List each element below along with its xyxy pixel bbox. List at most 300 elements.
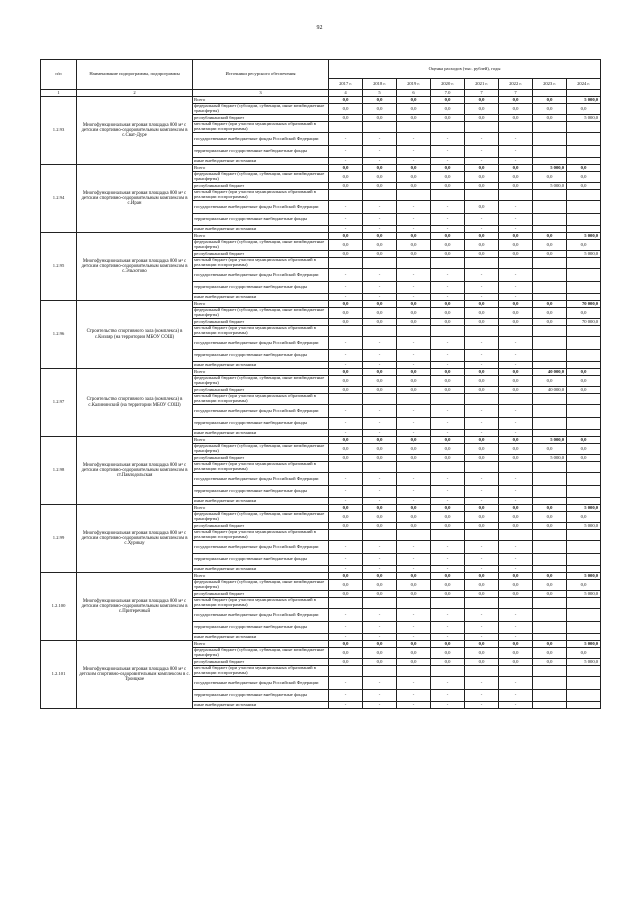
- value-cell: [567, 566, 601, 573]
- source-label: федеральный бюджет (субсидии, субвенции, иные межбюджетные трансферты): [193, 648, 329, 659]
- value-cell: 0,0: [499, 104, 533, 115]
- item-name: Многофункциональная игровая площадка 800 м² с детским спортивно-оздоровительным комплексом в с.Иран: [77, 165, 193, 233]
- value-cell: 0,0: [499, 437, 533, 444]
- value-cell: 5 000,0: [567, 573, 601, 580]
- value-cell: 0,0: [397, 251, 431, 258]
- value-cell: -: [499, 282, 533, 294]
- value-cell: -: [499, 498, 533, 505]
- value-cell: -: [397, 541, 431, 554]
- value-cell: 0,0: [329, 240, 363, 251]
- value-cell: 5 000,0: [567, 641, 601, 648]
- value-cell: 0,0: [533, 641, 567, 648]
- column-index: [533, 90, 567, 97]
- value-cell: -: [465, 133, 499, 146]
- value-cell: -: [431, 405, 465, 418]
- source-label: иные внебюджетные источники: [193, 566, 329, 573]
- value-cell: [533, 214, 567, 226]
- value-cell: 0,0: [363, 659, 397, 666]
- value-cell: 0,0: [397, 580, 431, 591]
- value-cell: -: [431, 690, 465, 702]
- source-label: федеральный бюджет (субсидии, субвенции, иные межбюджетные трансферты): [193, 104, 329, 115]
- value-cell: 5 000,0: [567, 659, 601, 666]
- value-cell: 0,0: [329, 97, 363, 104]
- value-cell: [499, 258, 533, 269]
- value-cell: 0,0: [397, 115, 431, 122]
- value-cell: [533, 337, 567, 350]
- value-cell: 0,0: [431, 523, 465, 530]
- value-cell: 0,0: [397, 648, 431, 659]
- value-cell: -: [499, 201, 533, 214]
- value-cell: [397, 190, 431, 201]
- value-cell: 0,0: [363, 183, 397, 190]
- value-cell: 0,0: [363, 444, 397, 455]
- item-number: 1.2.99: [41, 505, 77, 573]
- value-cell: 0,0: [499, 376, 533, 387]
- value-cell: 0,0: [465, 376, 499, 387]
- item-name: Многофункциональная игровая площадка 800 м² с детским спортивно-оздоровительным комплексом в с.Эльхотово: [77, 233, 193, 301]
- source-label: федеральный бюджет (субсидии, субвенции, иные межбюджетные трансферты): [193, 444, 329, 455]
- value-cell: -: [329, 541, 363, 554]
- value-cell: 0,0: [499, 97, 533, 104]
- value-cell: [431, 190, 465, 201]
- value-cell: -: [329, 473, 363, 486]
- value-cell: -: [465, 702, 499, 709]
- value-cell: 0,0: [329, 523, 363, 530]
- value-cell: 0,0: [567, 172, 601, 183]
- value-cell: -: [397, 554, 431, 566]
- value-cell: 0,0: [397, 505, 431, 512]
- value-cell: -: [465, 226, 499, 233]
- value-cell: 0,0: [465, 233, 499, 240]
- value-cell: -: [465, 337, 499, 350]
- value-cell: -: [431, 486, 465, 498]
- value-cell: -: [499, 554, 533, 566]
- value-cell: [567, 133, 601, 146]
- value-cell: -: [397, 350, 431, 362]
- value-cell: 0,0: [465, 437, 499, 444]
- value-cell: [329, 530, 363, 541]
- value-cell: [567, 269, 601, 282]
- value-cell: [533, 294, 567, 301]
- value-cell: [567, 462, 601, 473]
- value-cell: 0,0: [567, 512, 601, 523]
- source-label: республиканский бюджет: [193, 319, 329, 326]
- value-cell: [567, 554, 601, 566]
- source-label: территориальные государственные внебюджетные фонды: [193, 350, 329, 362]
- value-cell: 0,0: [431, 376, 465, 387]
- source-label: территориальные государственные внебюджетные фонды: [193, 690, 329, 702]
- value-cell: 0,0: [533, 308, 567, 319]
- value-cell: [431, 530, 465, 541]
- value-cell: [533, 554, 567, 566]
- value-cell: 0,0: [431, 573, 465, 580]
- value-cell: -: [465, 362, 499, 369]
- value-cell: 0,0: [431, 505, 465, 512]
- source-label: республиканский бюджет: [193, 251, 329, 258]
- header-col-num: п/п: [41, 60, 77, 90]
- value-cell: [397, 666, 431, 677]
- value-cell: 0,0: [397, 641, 431, 648]
- value-cell: 0,0: [499, 512, 533, 523]
- header-year: 2022 г.: [499, 79, 533, 90]
- value-cell: 0,0: [329, 641, 363, 648]
- value-cell: -: [363, 362, 397, 369]
- value-cell: 0,0: [533, 512, 567, 523]
- value-cell: [363, 462, 397, 473]
- value-cell: -: [397, 498, 431, 505]
- value-cell: -: [431, 282, 465, 294]
- value-cell: 0,0: [397, 233, 431, 240]
- value-cell: [363, 394, 397, 405]
- value-cell: 0,0: [431, 233, 465, 240]
- value-cell: [533, 598, 567, 609]
- value-cell: 0,0: [465, 165, 499, 172]
- value-cell: [567, 190, 601, 201]
- value-cell: 0,0: [329, 376, 363, 387]
- value-cell: -: [363, 282, 397, 294]
- source-label: государственные внебюджетные фонды Российской Федерации: [193, 677, 329, 690]
- value-cell: [567, 473, 601, 486]
- value-cell: 0,0: [363, 512, 397, 523]
- value-cell: [329, 394, 363, 405]
- source-label: государственные внебюджетные фонды Российской Федерации: [193, 133, 329, 146]
- source-label: территориальные государственные внебюджетные фонды: [193, 622, 329, 634]
- value-cell: 0,0: [533, 233, 567, 240]
- value-cell: [533, 541, 567, 554]
- value-cell: 0,0: [397, 369, 431, 376]
- value-cell: 5 000,0: [567, 505, 601, 512]
- value-cell: -: [465, 350, 499, 362]
- value-cell: [533, 498, 567, 505]
- value-cell: -: [397, 133, 431, 146]
- value-cell: 0,0: [533, 115, 567, 122]
- source-label: Всего: [193, 97, 329, 104]
- value-cell: 0,0: [465, 201, 499, 214]
- value-cell: 0,0: [533, 505, 567, 512]
- value-cell: 0,0: [499, 308, 533, 319]
- source-label: территориальные государственные внебюджетные фонды: [193, 282, 329, 294]
- value-cell: 5 000,0: [567, 591, 601, 598]
- value-cell: 0,0: [533, 301, 567, 308]
- value-cell: [567, 418, 601, 430]
- value-cell: 0,0: [397, 319, 431, 326]
- table-row: [41, 97, 601, 104]
- value-cell: 70 000,0: [567, 301, 601, 308]
- value-cell: 0,0: [499, 444, 533, 455]
- value-cell: 0,0: [465, 369, 499, 376]
- value-cell: -: [397, 282, 431, 294]
- value-cell: 5 000,0: [567, 115, 601, 122]
- value-cell: -: [431, 418, 465, 430]
- value-cell: 0,0: [533, 573, 567, 580]
- value-cell: 0,0: [363, 240, 397, 251]
- value-cell: -: [397, 201, 431, 214]
- value-cell: -: [465, 541, 499, 554]
- column-index: 7: [499, 90, 533, 97]
- value-cell: -: [397, 566, 431, 573]
- value-cell: 0,0: [431, 301, 465, 308]
- value-cell: [431, 326, 465, 337]
- value-cell: -: [431, 133, 465, 146]
- source-label: Всего: [193, 437, 329, 444]
- value-cell: 0,0: [329, 233, 363, 240]
- value-cell: [431, 666, 465, 677]
- value-cell: 0,0: [363, 172, 397, 183]
- value-cell: -: [465, 473, 499, 486]
- value-cell: -: [465, 418, 499, 430]
- value-cell: -: [499, 362, 533, 369]
- value-cell: [533, 146, 567, 158]
- value-cell: 0,0: [397, 183, 431, 190]
- value-cell: -: [329, 294, 363, 301]
- value-cell: -: [363, 554, 397, 566]
- value-cell: [499, 666, 533, 677]
- value-cell: -: [499, 214, 533, 226]
- value-cell: [397, 462, 431, 473]
- value-cell: -: [499, 158, 533, 165]
- value-cell: 0,0: [499, 505, 533, 512]
- value-cell: -: [363, 158, 397, 165]
- value-cell: [567, 282, 601, 294]
- value-cell: [533, 622, 567, 634]
- value-cell: 0,0: [363, 369, 397, 376]
- value-cell: 0,0: [533, 104, 567, 115]
- source-label: территориальные государственные внебюджетные фонды: [193, 214, 329, 226]
- column-index: 4: [329, 90, 363, 97]
- source-label: Всего: [193, 301, 329, 308]
- value-cell: -: [397, 214, 431, 226]
- value-cell: 0,0: [431, 641, 465, 648]
- source-label: республиканский бюджет: [193, 591, 329, 598]
- value-cell: 0,0: [567, 648, 601, 659]
- value-cell: 0,0: [397, 512, 431, 523]
- value-cell: -: [499, 226, 533, 233]
- value-cell: -: [329, 418, 363, 430]
- value-cell: [567, 350, 601, 362]
- item-name: Строительство спортивного зала (комплекса) в с.Кизляр (на территории МБОУ СОШ): [77, 301, 193, 369]
- value-cell: [533, 677, 567, 690]
- value-cell: 5 000,0: [533, 165, 567, 172]
- value-cell: 0,0: [431, 512, 465, 523]
- value-cell: [567, 702, 601, 709]
- header-year: 2021 г.: [465, 79, 499, 90]
- value-cell: 0,0: [363, 455, 397, 462]
- value-cell: [533, 269, 567, 282]
- source-label: местный бюджет (при участии муниципальных образований в реализации госпрограммы): [193, 598, 329, 609]
- value-cell: 0,0: [329, 319, 363, 326]
- value-cell: 0,0: [465, 580, 499, 591]
- value-cell: 0,0: [329, 301, 363, 308]
- value-cell: -: [397, 609, 431, 622]
- source-label: иные внебюджетные источники: [193, 430, 329, 437]
- value-cell: [465, 190, 499, 201]
- value-cell: -: [397, 622, 431, 634]
- value-cell: [567, 598, 601, 609]
- value-cell: -: [363, 498, 397, 505]
- source-label: республиканский бюджет: [193, 115, 329, 122]
- value-cell: -: [465, 430, 499, 437]
- value-cell: 0,0: [465, 319, 499, 326]
- value-cell: [465, 326, 499, 337]
- value-cell: [567, 498, 601, 505]
- value-cell: -: [329, 269, 363, 282]
- value-cell: -: [397, 677, 431, 690]
- value-cell: -: [499, 430, 533, 437]
- value-cell: 0,0: [397, 444, 431, 455]
- value-cell: 5 000,0: [533, 437, 567, 444]
- value-cell: 0,0: [397, 573, 431, 580]
- value-cell: 0,0: [397, 437, 431, 444]
- value-cell: 40 000,0: [533, 387, 567, 394]
- value-cell: 0,0: [397, 104, 431, 115]
- value-cell: 0,0: [465, 240, 499, 251]
- budget-table: [40, 59, 601, 709]
- column-index: 5: [363, 90, 397, 97]
- source-label: республиканский бюджет: [193, 455, 329, 462]
- source-label: территориальные государственные внебюджетные фонды: [193, 486, 329, 498]
- value-cell: [567, 326, 601, 337]
- value-cell: 0,0: [567, 165, 601, 172]
- value-cell: 0,0: [499, 183, 533, 190]
- value-cell: 0,0: [465, 512, 499, 523]
- value-cell: 0,0: [363, 97, 397, 104]
- value-cell: 0,0: [533, 580, 567, 591]
- table-row: [41, 233, 601, 240]
- table-row: [41, 505, 601, 512]
- value-cell: 0,0: [499, 641, 533, 648]
- source-label: республиканский бюджет: [193, 659, 329, 666]
- value-cell: -: [329, 498, 363, 505]
- value-cell: -: [363, 622, 397, 634]
- value-cell: -: [465, 609, 499, 622]
- value-cell: -: [431, 702, 465, 709]
- value-cell: [533, 473, 567, 486]
- value-cell: [329, 122, 363, 133]
- item-number: 1.2.93: [41, 97, 77, 165]
- value-cell: 0,0: [363, 251, 397, 258]
- value-cell: 0,0: [431, 115, 465, 122]
- value-cell: -: [329, 702, 363, 709]
- table-row: [41, 369, 601, 376]
- value-cell: -: [431, 609, 465, 622]
- value-cell: 0,0: [431, 165, 465, 172]
- value-cell: [465, 666, 499, 677]
- value-cell: [567, 146, 601, 158]
- value-cell: 0,0: [363, 523, 397, 530]
- value-cell: 0,0: [363, 104, 397, 115]
- value-cell: -: [397, 337, 431, 350]
- source-label: местный бюджет (при участии муниципальных образований в реализации госпрограммы): [193, 530, 329, 541]
- item-number: 1.2.100: [41, 573, 77, 641]
- value-cell: [363, 258, 397, 269]
- value-cell: [533, 326, 567, 337]
- value-cell: -: [431, 158, 465, 165]
- header-year: 2017 г.: [329, 79, 363, 90]
- value-cell: 0,0: [397, 591, 431, 598]
- value-cell: [567, 394, 601, 405]
- value-cell: 0,0: [329, 183, 363, 190]
- table-body: [41, 97, 601, 709]
- value-cell: [533, 690, 567, 702]
- value-cell: 0,0: [533, 659, 567, 666]
- value-cell: -: [465, 554, 499, 566]
- value-cell: 0,0: [363, 376, 397, 387]
- value-cell: [533, 350, 567, 362]
- value-cell: [533, 530, 567, 541]
- source-label: Всего: [193, 505, 329, 512]
- value-cell: -: [363, 133, 397, 146]
- value-cell: -: [431, 634, 465, 641]
- value-cell: [363, 666, 397, 677]
- item-name: Многофункциональная игровая площадка 800 м² с детским спортивно-оздоровительным комплексом в ст.Павлодольская: [77, 437, 193, 505]
- value-cell: 0,0: [329, 165, 363, 172]
- value-cell: 0,0: [431, 97, 465, 104]
- value-cell: -: [465, 269, 499, 282]
- value-cell: [397, 394, 431, 405]
- value-cell: 0,0: [363, 165, 397, 172]
- value-cell: -: [465, 214, 499, 226]
- value-cell: 0,0: [533, 444, 567, 455]
- value-cell: 5 000,0: [567, 233, 601, 240]
- value-cell: 0,0: [567, 104, 601, 115]
- value-cell: 0,0: [363, 301, 397, 308]
- value-cell: 0,0: [533, 172, 567, 183]
- value-cell: -: [431, 473, 465, 486]
- value-cell: -: [363, 566, 397, 573]
- value-cell: [499, 190, 533, 201]
- value-cell: 0,0: [363, 641, 397, 648]
- value-cell: 0,0: [397, 659, 431, 666]
- value-cell: -: [363, 473, 397, 486]
- value-cell: [431, 394, 465, 405]
- value-cell: 0,0: [533, 376, 567, 387]
- value-cell: 0,0: [431, 172, 465, 183]
- value-cell: [567, 634, 601, 641]
- table-row: [41, 573, 601, 580]
- source-label: государственные внебюджетные фонды Российской Федерации: [193, 201, 329, 214]
- value-cell: 0,0: [499, 115, 533, 122]
- value-cell: 0,0: [397, 308, 431, 319]
- value-cell: [465, 258, 499, 269]
- item-number: 1.2.98: [41, 437, 77, 505]
- value-cell: 0,0: [465, 444, 499, 455]
- value-cell: 0,0: [363, 115, 397, 122]
- value-cell: [363, 122, 397, 133]
- value-cell: [567, 214, 601, 226]
- source-label: республиканский бюджет: [193, 387, 329, 394]
- value-cell: 0,0: [465, 505, 499, 512]
- value-cell: -: [499, 350, 533, 362]
- value-cell: 0,0: [397, 376, 431, 387]
- value-cell: [533, 430, 567, 437]
- value-cell: -: [397, 634, 431, 641]
- value-cell: [465, 122, 499, 133]
- value-cell: [533, 258, 567, 269]
- value-cell: 0,0: [431, 580, 465, 591]
- value-cell: [397, 530, 431, 541]
- source-label: государственные внебюджетные фонды Российской Федерации: [193, 473, 329, 486]
- value-cell: -: [431, 566, 465, 573]
- value-cell: [397, 258, 431, 269]
- value-cell: [363, 598, 397, 609]
- value-cell: 0,0: [533, 240, 567, 251]
- value-cell: -: [499, 486, 533, 498]
- value-cell: 0,0: [397, 97, 431, 104]
- value-cell: 0,0: [329, 104, 363, 115]
- value-cell: 0,0: [499, 580, 533, 591]
- value-cell: 0,0: [499, 573, 533, 580]
- value-cell: 0,0: [329, 172, 363, 183]
